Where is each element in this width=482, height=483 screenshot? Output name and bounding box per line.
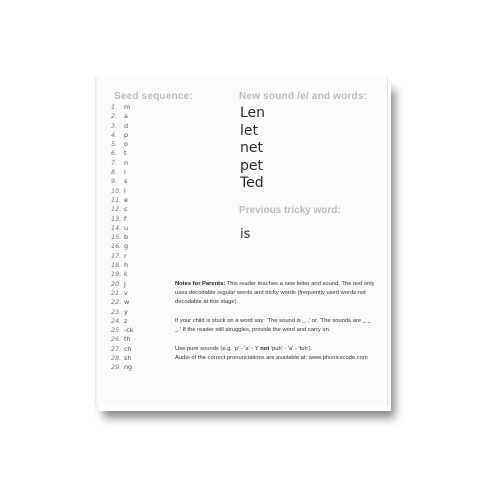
notes-text-3b: 'puh' - 'a' - 'tuh'). (269, 346, 313, 352)
seed-sequence-number: 1. (111, 103, 118, 111)
seed-sequence-item (111, 335, 134, 344)
new-word: net (240, 140, 263, 156)
new-word: Ted (240, 175, 264, 191)
seed-sequence-number: 18. (111, 261, 122, 270)
seed-sequence-number: 28. (111, 354, 122, 363)
seed-sequence-item (111, 168, 134, 177)
seed-sequence-number: 9. (111, 177, 118, 186)
seed-sequence-number: 19. (111, 270, 122, 279)
seed-sequence-item (111, 345, 134, 354)
seed-sequence-number: 5. (111, 140, 118, 149)
seed-sequence-sound: d (124, 121, 129, 130)
new-word: pet (240, 157, 263, 174)
notes-paragraph-3 (175, 345, 375, 363)
seed-sequence-sound: th (124, 335, 131, 344)
notes-not: not (260, 346, 270, 352)
seed-sequence-heading: Seed sequence: (114, 91, 193, 102)
seed-sequence-sound: n (124, 158, 129, 167)
seed-sequence-item (111, 270, 134, 279)
seed-sequence-number: 6. (111, 149, 118, 158)
seed-sequence-item (111, 280, 134, 289)
seed-sequence-sound: i (124, 168, 126, 177)
seed-sequence-list (111, 103, 134, 373)
seed-sequence-sound: b (124, 233, 129, 242)
seed-sequence-number: 15. (111, 233, 122, 242)
seed-sequence-number: 29. (111, 363, 122, 372)
seed-sequence-sound: -ck (124, 326, 134, 335)
book-page (95, 77, 388, 406)
seed-sequence-sound: a (124, 112, 128, 121)
seed-sequence-sound: c (124, 205, 128, 214)
seed-sequence-number: 24. (111, 316, 122, 325)
seed-sequence-sound: v (124, 288, 128, 297)
new-sound-heading: New sound /e/ and words: (239, 91, 368, 102)
tricky-word: is (240, 227, 251, 242)
seed-sequence-number: 12. (111, 205, 122, 214)
page-fold (95, 77, 98, 406)
seed-sequence-item (111, 317, 134, 326)
seed-sequence-item (111, 196, 134, 205)
seed-sequence-sound: s (124, 177, 128, 186)
seed-sequence-number: 20. (111, 279, 122, 288)
seed-sequence-item (111, 354, 134, 363)
seed-sequence-item (111, 159, 134, 168)
seed-sequence-sound: u (124, 223, 129, 232)
tricky-word-heading: Previous tricky word: (239, 205, 341, 216)
seed-sequence-sound: g (124, 242, 129, 251)
seed-sequence-sound: z (124, 316, 128, 325)
seed-sequence-item (111, 140, 134, 149)
seed-sequence-number: 14. (111, 223, 122, 232)
seed-sequence-item (111, 363, 134, 372)
seed-sequence-item (111, 187, 134, 196)
seed-sequence-number: 23. (111, 307, 122, 316)
seed-sequence-number: 22. (111, 298, 122, 307)
new-word: let (240, 122, 258, 139)
seed-sequence-item (111, 149, 134, 158)
seed-sequence-sound: ch (124, 344, 132, 353)
seed-sequence-sound: p (124, 130, 129, 139)
seed-sequence-item (111, 261, 134, 270)
new-word: Len (240, 105, 266, 121)
seed-sequence-number: 8. (111, 168, 118, 177)
seed-sequence-number: 4. (111, 130, 118, 139)
seed-sequence-number: 13. (111, 214, 122, 223)
seed-sequence-sound: y (124, 307, 128, 316)
seed-sequence-number: 27. (111, 344, 122, 353)
seed-sequence-sound: o (124, 140, 128, 149)
seed-sequence-item (111, 103, 134, 112)
seed-sequence-sound: f (124, 214, 127, 223)
seed-sequence-item (111, 131, 134, 140)
seed-sequence-item (111, 289, 134, 298)
notes-paragraph-2: If your child is stuck on a word say: 'The sound is _ ,' or, 'The sounds are _ _ _.' If the reader still struggles, provide the word and carry on. (175, 318, 371, 333)
seed-sequence-sound: j (124, 279, 126, 288)
seed-sequence-number: 11. (111, 195, 122, 204)
seed-sequence-sound: l (124, 186, 126, 195)
seed-sequence-item (111, 112, 134, 121)
seed-sequence-number: 21. (111, 288, 122, 297)
new-words-list (240, 105, 265, 193)
notes-text-4: Audio of the correct pronunciations are available at: www.phonicscode.com (175, 355, 368, 361)
seed-sequence-number: 26. (111, 335, 122, 344)
seed-sequence-number: 7. (111, 158, 118, 167)
seed-sequence-number: 16. (111, 242, 122, 251)
seed-sequence-number: 17. (111, 251, 122, 260)
notes-label: Notes for Parents: (175, 281, 226, 287)
seed-sequence-sound: k (124, 270, 128, 279)
seed-sequence-sound: r (124, 251, 127, 260)
seed-sequence-item (111, 298, 134, 307)
seed-sequence-sound: sh (124, 354, 132, 363)
seed-sequence-sound: h (124, 261, 129, 270)
seed-sequence-sound: t (124, 149, 127, 158)
seed-sequence-number: 10. (111, 186, 122, 195)
notes-paragraph-1 (175, 280, 375, 307)
seed-sequence-sound: e (124, 195, 128, 204)
seed-sequence-item (111, 233, 134, 242)
parent-notes (175, 280, 375, 373)
seed-sequence-item (111, 308, 134, 317)
seed-sequence-item (111, 205, 134, 214)
seed-sequence-sound: w (124, 298, 130, 307)
seed-sequence-item (111, 242, 134, 251)
seed-sequence-item (111, 252, 134, 261)
seed-sequence-item (111, 326, 134, 335)
seed-sequence-item (111, 122, 134, 131)
seed-sequence-number: 3. (111, 121, 118, 130)
seed-sequence-item (111, 224, 134, 233)
seed-sequence-item (111, 177, 134, 186)
seed-sequence-item (111, 215, 134, 224)
seed-sequence-sound: ng (124, 363, 133, 372)
seed-sequence-number: 25. (111, 326, 122, 335)
notes-text-3a: Use pure sounds (e.g. 'p' - 'a' - 't' (175, 346, 261, 352)
seed-sequence-number: 2. (111, 112, 118, 121)
seed-sequence-sound: m (124, 103, 131, 111)
notes-text-1: This reader teaches a new letter and sound. The text only uses decodable regular words and tricky words (frequently used words not decodable at this stage). (175, 281, 375, 305)
